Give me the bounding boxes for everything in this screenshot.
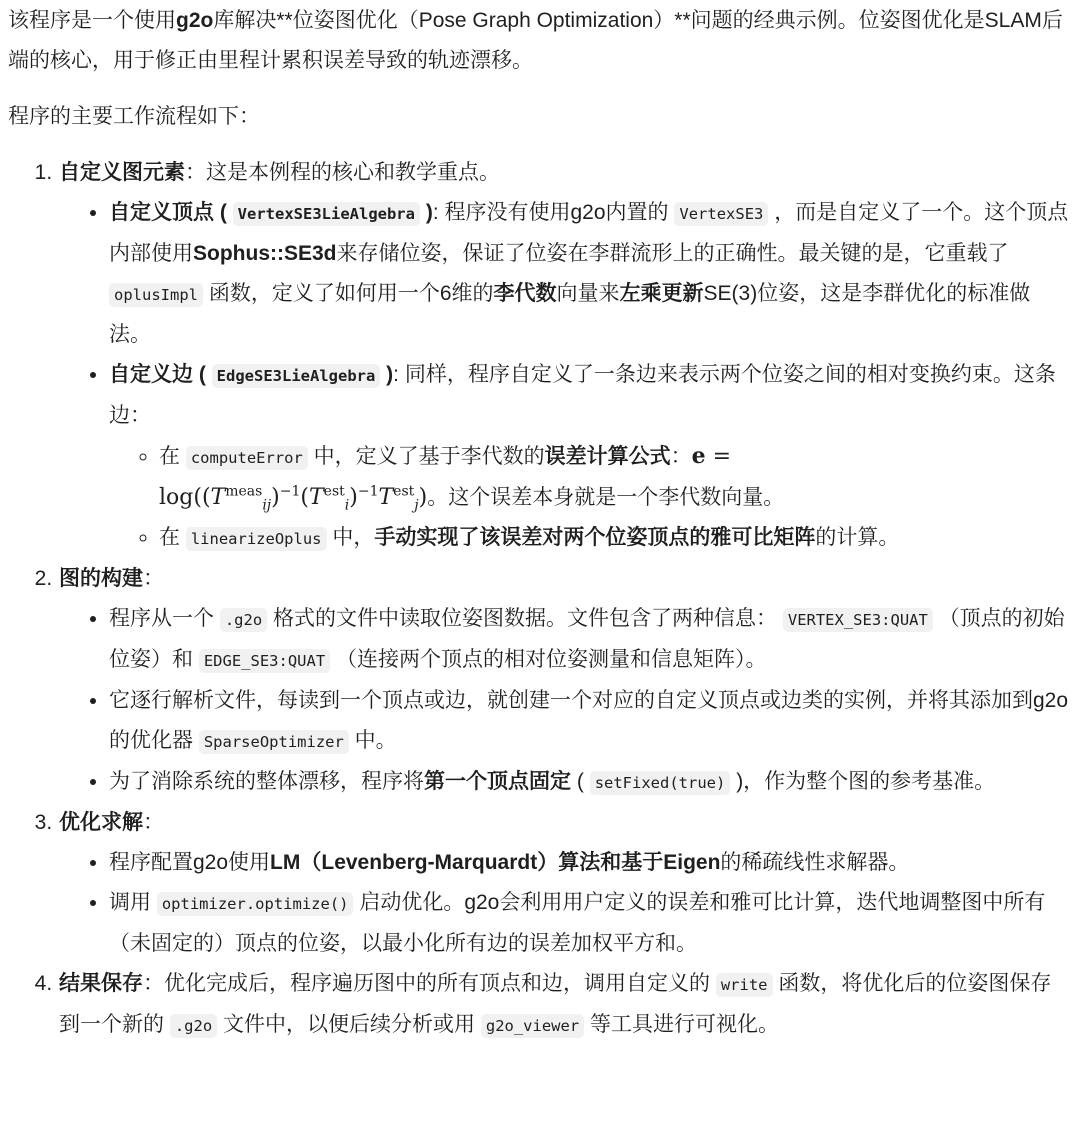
text: = [705,444,732,469]
bold-left-update: 左乘更新 [619,282,704,305]
code-vertexse3: VertexSE3 [674,202,768,226]
code-edge-quat: EDGE_SE3:QUAT [199,649,330,673]
step-title: 结果保存 [59,972,143,995]
code-linearizeoplus: linearizeOplus [186,527,327,551]
text: i [344,497,350,514]
text: 的稀疏线性求解器。 [720,851,910,874]
code-g2o-ext: .g2o [170,1014,217,1038]
text: SE(3)位姿，这是李群优化的标准做法。 [109,282,1031,346]
text: −1 [279,483,301,500]
text: 在 [159,526,180,549]
code-vertexse3liealgebra: VertexSE3LieAlgebra [233,202,420,226]
text: 在 [159,445,180,468]
text: 中， [332,526,375,549]
text: j [414,497,419,514]
step-title: 图的构建 [59,567,143,590]
text: ) [425,201,433,224]
step-custom-elements [58,153,1070,559]
text: 文件中，以便后续分析或用 [223,1013,476,1036]
text: 函数，定义了如何用一个6维的 [208,282,494,305]
text: T [210,485,226,510]
text: ，而是自定义了一个。这个顶点内部使用 [109,201,1069,265]
text: ： [670,445,692,468]
text: 中。 [354,729,397,752]
code-g2o-viewer: g2o_viewer [481,1014,584,1038]
bold-lm: LM（Levenberg-Marquardt）算法和基于Eigen [270,851,721,874]
text: : 同样，程序自定义了一条边来表示两个位姿之间的相对变换约束。这条边： [109,363,1056,427]
edge-title [109,363,393,386]
text: −1 [357,483,379,500]
text: )，作为整个图的参考基准。 [736,770,996,793]
sub-bullet-linearize [159,518,1070,559]
text: 该程序是一个使用 [8,9,176,32]
bold-fix-first: 第一个顶点固定 [424,770,571,793]
text: ： [143,811,164,834]
bullet-list [59,843,1070,964]
step-optimization [58,803,1070,964]
step-title: 优化求解 [59,811,143,834]
text: log(( [159,485,211,510]
bullet-edge [109,355,1070,559]
text: 格式的文件中读取位姿图数据。文件包含了两种信息： [273,607,778,630]
text: ：这是本例程的核心和教学重点。 [185,161,500,184]
text: 自定义顶点 ( [109,201,227,224]
text: est [323,483,345,500]
document [0,1,1080,1046]
code-oplusimpl: oplusImpl [109,283,203,307]
code-write: write [716,973,773,997]
bold-lie-algebra: 李代数 [493,282,557,305]
text: e [691,443,706,469]
text: meas [225,483,263,500]
bullet-list [59,193,1070,559]
bullet-vertex [109,193,1070,355]
text: 为了消除系统的整体漂移，程序将 [109,770,424,793]
bullet-parse [109,681,1070,762]
step-save-results [58,964,1070,1046]
text: （连接两个顶点的相对位姿测量和信息矩阵）。 [336,648,767,671]
code-optimize: optimizer.optimize() [157,892,354,916]
step-title: 自定义图元素 [59,161,185,184]
text: : 程序没有使用g2o内置的 [432,201,669,224]
code-vertex-quat: VERTEX_SE3:QUAT [783,608,933,632]
bold-g2o: g2o [176,9,214,32]
text: T [378,485,394,510]
text: ) [271,485,280,510]
sub-bullet-compute-error [159,436,1070,518]
text: 库解决**位姿图优化（Pose Graph Optimization）**问题的经典示例。位姿图优化是SLAM后端的核心，用于修正由里程计累积误差导致的轨迹漂移。 [8,9,1063,72]
text: ( [576,770,584,793]
code-computeerror: computeError [186,446,308,470]
bullet-list [59,599,1070,803]
vertex-title [109,201,433,224]
text: ) [386,363,394,386]
text: ) [349,485,358,510]
text: 来存储位姿，保证了位姿在李群流形上的正确性。最关键的是，它重载了 [336,242,1009,265]
bullet-lm [109,843,1070,883]
text: ( [300,485,309,510]
bold-jacobian: 手动实现了该误差对两个位姿顶点的雅可比矩阵 [374,526,816,549]
text: ij [262,497,272,514]
text: （顶点的初始位姿）和 [109,607,1065,671]
code-edgese3liealgebra: EdgeSE3LieAlgebra [212,364,381,388]
bullet-optimize [109,883,1070,964]
text: T [308,485,324,510]
text: 启动优化。g2o会利用用户定义的误差和雅可比计算，迭代地调整图中所有（未固定的）顶点的位姿，以最小化所有边的误差加权平方和。 [109,891,1046,955]
workflow-lead: 程序的主要工作流程如下： [8,105,260,128]
text: est [393,483,415,500]
text: ：优化完成后，程序遍历图中的所有顶点和边，调用自定义的 [143,972,710,995]
workflow-steps [8,153,1070,1046]
code-g2o-ext: .g2o [220,608,267,632]
bold-error-formula: 误差计算公式 [544,445,671,468]
text: ： [143,567,164,590]
text: 调用 [109,891,151,914]
bullet-fix-vertex [109,762,1070,803]
text: 程序配置g2o使用 [109,851,271,874]
code-setfixed: setFixed(true) [590,771,731,795]
intro-paragraph [8,1,1070,81]
text: 。这个误差本身就是一个李代数向量。 [427,486,785,509]
text: 中，定义了基于李代数的 [313,445,545,468]
text: 它逐行解析文件，每读到一个顶点或边，就创建一个对应的自定义顶点或边类的实例，并将其添加到g2o的优化器 [109,689,1069,752]
code-sparseoptimizer: SparseOptimizer [199,730,349,754]
text: 的计算。 [815,526,900,549]
text: 等工具进行可视化。 [590,1013,780,1036]
bold-sophus: Sophus::SE3d [193,242,337,265]
step-graph-construction [58,559,1070,803]
text: 程序从一个 [109,607,214,630]
text: ) [418,485,428,510]
text: 函数，将优化后的位姿图保存到一个新的 [59,972,1052,1036]
bullet-read-file [109,599,1070,681]
text: 向量来 [556,282,620,305]
sub-bullet-list [109,436,1070,559]
text: 自定义边 ( [109,363,206,386]
